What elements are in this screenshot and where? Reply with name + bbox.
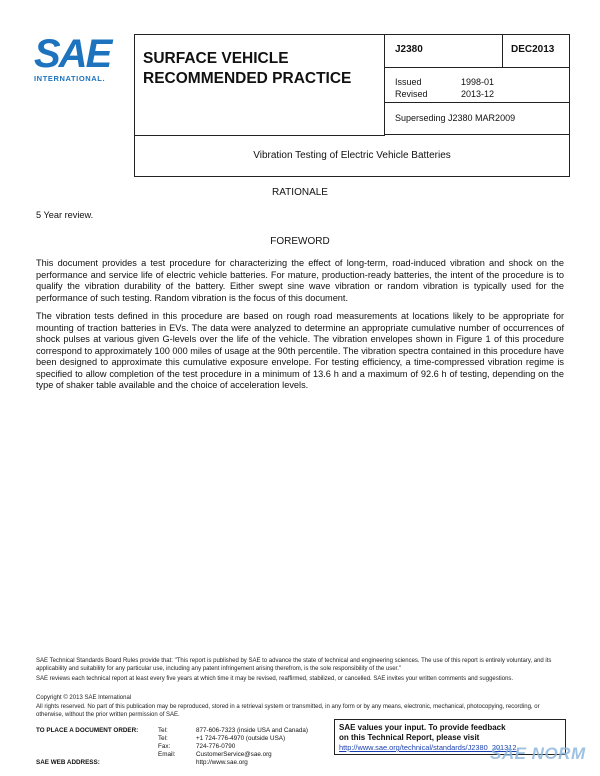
foreword-paragraph-2: The vibration tests defined in this procedure are based on rough road measurements at locations likely to be appropriate for mounting of traction batteries in EVs. The data were analyzed to determine an appropriate cumulative number of occurrences of shock pulses at various given G-levels over the life of the vehicle. The vibration envelopes shown in Figure 1 of this procedure correspond to approximately 100 000 miles of usage at the 90th percentile. The vibration spectra contained in this procedure have been designed to approximate this cumulative exposure envelope. For testing efficiency, a time-compressed vibration regime is specified to allow completion of the test procedure in a minimum of 13.6 h and a maximum of 92.6 h of testing, depending on the type of shaker table available and the choice of acceleration levels. <box>36 311 564 390</box>
feedback-line2: on this Technical Report, please visit <box>339 733 480 742</box>
email-value[interactable]: CustomerService@sae.org <box>196 751 272 758</box>
revised-label: Revised <box>395 89 428 99</box>
tel-label: Tel: <box>158 727 168 734</box>
standard-type-cell <box>135 35 385 135</box>
fax-label: Fax: <box>158 743 171 750</box>
tel2-value: +1 724-776-4970 (outside USA) <box>196 735 286 742</box>
issued-label: Issued <box>395 77 422 87</box>
fax-value: 724-776-0790 <box>196 743 236 750</box>
document-code: J2380 <box>385 35 503 68</box>
legal-board-rules: SAE Technical Standards Board Rules provide that: "This report is published by SAE to advance the state of technical and engineering sciences. The use of this report is entirely voluntary, and its applicability and suitability for any particular use, including any patent infringement arising therefrom, is the sole responsibility of the user." <box>36 658 552 672</box>
standard-type-line1: SURFACE VEHICLE <box>143 50 289 67</box>
document-title: Vibration Testing of Electric Vehicle Batteries <box>253 150 451 161</box>
issued-value: 1998-01 <box>461 77 495 87</box>
standard-type-line2: RECOMMENDED PRACTICE <box>143 70 352 87</box>
foreword-heading: FOREWORD <box>270 236 330 247</box>
rationale-heading: RATIONALE <box>272 187 328 198</box>
feedback-line1: SAE values your input. To provide feedback <box>339 723 506 732</box>
sae-logo-subtitle: INTERNATIONAL. <box>34 74 106 83</box>
feedback-link[interactable]: http://www.sae.org/technical/standards/J2380_201312 <box>339 743 517 752</box>
legal-review-note: SAE reviews each technical report at least every five years at which time it may be revised, reaffirmed, stabilized, or cancelled. SAE invites your written comments and suggestions. <box>36 676 514 682</box>
issue-info <box>385 68 569 103</box>
tel2-label: Tel: <box>158 735 168 742</box>
order-heading: TO PLACE A DOCUMENT ORDER: <box>36 727 139 734</box>
sae-logo-mark: SAE <box>34 32 111 76</box>
tel-value: 877-606-7323 (inside USA and Canada) <box>196 727 309 734</box>
order-contact-block <box>36 727 308 767</box>
email-label: Email: <box>158 751 176 758</box>
legal-copyright: Copyright © 2013 SAE International <box>36 695 132 701</box>
web-value[interactable]: http://www.sae.org <box>196 759 248 766</box>
watermark-text: SAE NORM <box>490 744 586 763</box>
document-date: DEC2013 <box>503 35 569 68</box>
sae-logo <box>34 32 114 83</box>
legal-rights: All rights reserved. No part of this publication may be reproduced, stored in a retrieval system or transmitted, in any form or by any means, electronic, mechanical, photocopying, recording, or otherwise, without the prior written permission of SAE. <box>36 704 540 718</box>
rationale-text: 5 Year review. <box>36 210 94 220</box>
superseding-info: Superseding J2380 MAR2009 <box>385 103 569 135</box>
document-header-table <box>134 34 570 177</box>
web-heading: SAE WEB ADDRESS: <box>36 759 100 766</box>
revised-value: 2013-12 <box>461 89 495 99</box>
foreword-paragraph-1: This document provides a test procedure for characterizing the effect of long-term, road-induced vibration and shock on the performance and service life of electric vehicle batteries. For mature, production-ready batteries, the intent of the procedure is to qualify the vibration durability of the battery. Either swept sine wave vibration or random vibration is typically used for the performance of such testing. Random vibration is the focus of this document. <box>36 258 564 303</box>
